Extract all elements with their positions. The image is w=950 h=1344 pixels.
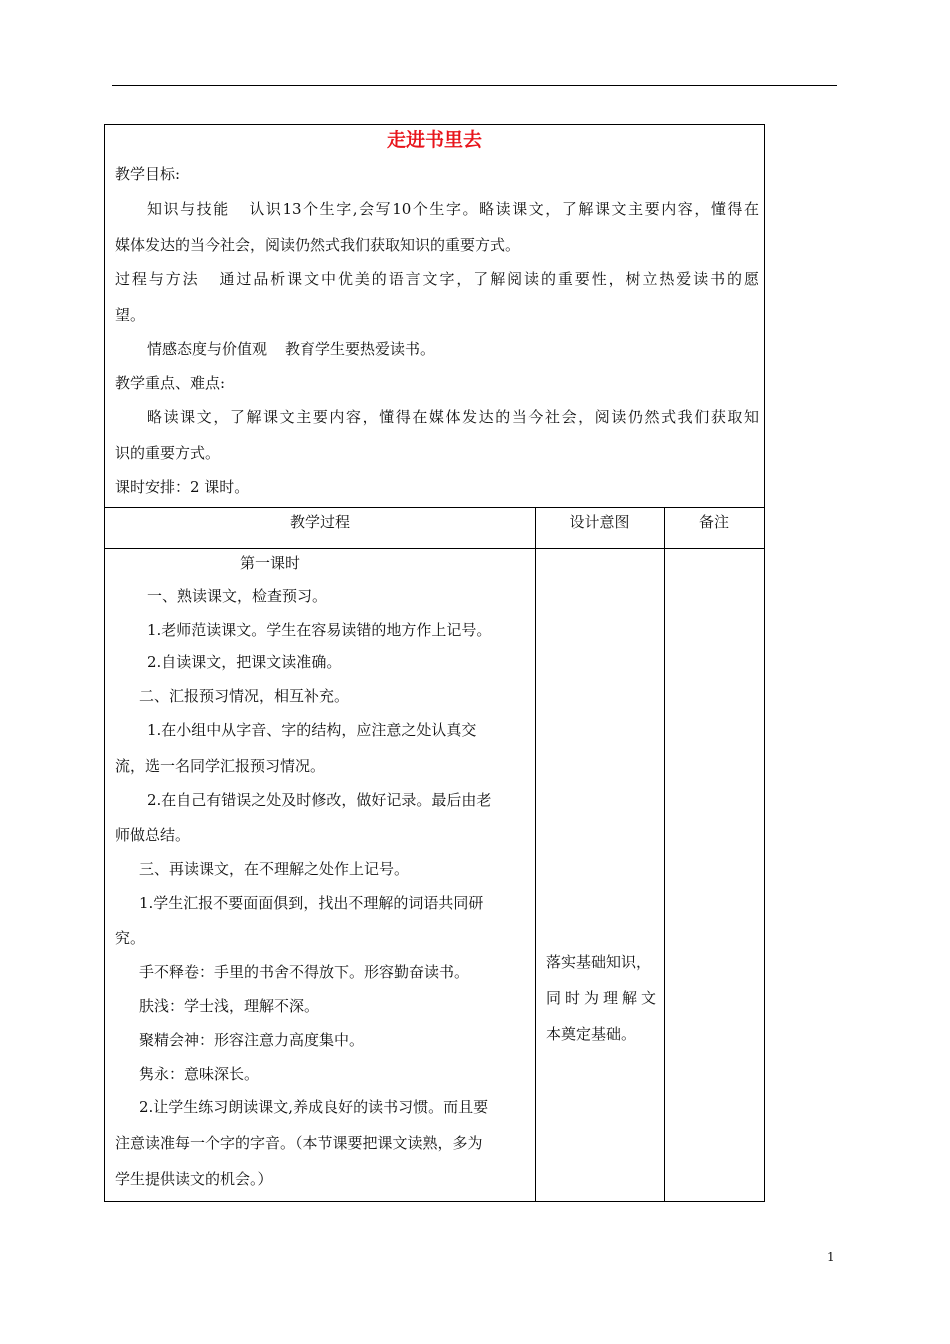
step-1-item-2: 2.自读课文，把课文读准确。: [147, 653, 342, 671]
goal-attitude-text: 教育学生要热爱读书。: [285, 340, 436, 358]
step-2-item-2-line-2: 师做总结。: [115, 826, 191, 844]
column-header-intent: 设计意图: [569, 513, 630, 531]
step-3-item-2-line-2: 注意读准每一个字的字音。（本节课要把课文读熟，多为: [115, 1134, 483, 1152]
lesson-heading: 第一课时: [240, 554, 301, 572]
step-3-item-2-line-3: 学生提供读文的机会。）: [115, 1170, 273, 1188]
goal-process-line-1: [115, 269, 759, 289]
key-points-heading: 教学重点、难点:: [115, 374, 226, 392]
table-header-bottom-border: [105, 548, 764, 549]
step-3-item-1-line-2: 究。: [115, 929, 146, 947]
goal-attitude-line: [147, 339, 435, 359]
vocab-item-1: 手不释卷：手里的书舍不得放下。形容勤奋读书。: [139, 963, 470, 981]
column-divider-1: [535, 507, 536, 1202]
header-rule: [112, 85, 837, 86]
column-divider-2: [664, 507, 665, 1202]
vocab-item-2: 肤浅：学士浅，理解不深。: [139, 997, 320, 1015]
goal-knowledge-label: 知识与技能: [147, 200, 230, 218]
step-3-heading: 三、再读课文，在不理解之处作上记号。: [139, 860, 410, 878]
step-2-item-1-line-2: 流，选一名同学汇报预习情况。: [115, 757, 326, 775]
column-header-process: 教学过程: [289, 513, 350, 531]
schedule-text: 课时安排：2 课时。: [115, 478, 250, 496]
page-title: 走进书里去: [386, 129, 482, 151]
page-number: 1: [827, 1250, 835, 1264]
step-2-heading: 二、汇报预习情况，相互补充。: [139, 687, 350, 705]
goal-attitude-label: 情感态度与价值观: [147, 340, 268, 358]
table-header-top-border: [105, 507, 764, 508]
vocab-item-4: 隽永：意味深长。: [139, 1065, 260, 1083]
goals-heading: 教学目标:: [115, 165, 181, 183]
step-2-item-1-line-1: 1.在小组中从字音、字的结构，应注意之处认真交: [147, 721, 477, 739]
step-1-item-1: 1.老师范读课文。学生在容易读错的地方作上记号。: [147, 621, 492, 639]
goal-process-label: 过程与方法: [115, 270, 200, 288]
step-1-heading: 一、熟读课文，检查预习。: [147, 587, 328, 605]
step-3-item-1-line-1: 1.学生汇报不要面面俱到，找出不理解的词语共同研: [139, 894, 484, 912]
goal-process-line-2: 望。: [115, 306, 146, 324]
intent-line-2: 同时为理解文: [546, 989, 656, 1007]
column-header-notes: 备注: [698, 513, 729, 531]
step-3-item-2-line-1: 2.让学生练习朗读课文,养成良好的读书习惯。而且要: [139, 1098, 489, 1116]
lesson-plan-table: [104, 124, 765, 1202]
goal-process-text: 通过品析课文中优美的语言文字，了解阅读的重要性，树立热爱读书的愿: [217, 270, 759, 288]
step-2-item-2-line-1: 2.在自己有错误之处及时修改，做好记录。最后由老: [147, 791, 492, 809]
goal-knowledge-text: 认识13个生字,会写10个生字。略读课文，了解课文主要内容，懂得在: [247, 200, 759, 218]
key-points-line-2: 识的重要方式。: [115, 444, 221, 462]
goal-knowledge-line-1: [147, 199, 759, 219]
key-points-line-1: 略读课文，了解课文主要内容，懂得在媒体发达的当今社会，阅读仍然式我们获取知: [147, 408, 759, 426]
vocab-item-3: 聚精会神：形容注意力高度集中。: [139, 1031, 365, 1049]
intent-line-3: 本奠定基础。: [546, 1025, 637, 1043]
goal-knowledge-line-2: 媒体发达的当今社会，阅读仍然式我们获取知识的重要方式。: [115, 236, 521, 254]
intent-line-1: 落实基础知识，: [546, 953, 652, 971]
